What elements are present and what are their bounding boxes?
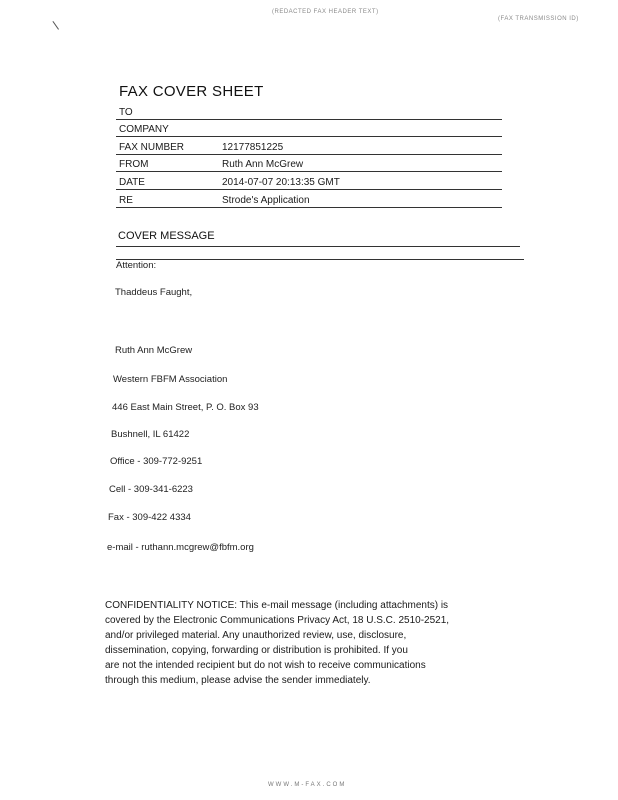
field-label-date: DATE	[119, 177, 145, 188]
field-value-re: Strode's Application	[222, 195, 310, 206]
page-title: FAX COVER SHEET	[119, 83, 264, 100]
cover-message-rule	[116, 259, 524, 260]
field-row-company	[116, 119, 502, 137]
field-label-company: COMPANY	[119, 124, 169, 135]
notice-line: CONFIDENTIALITY NOTICE: This e-mail message (including attachments) is	[105, 600, 449, 611]
message-line: Cell - 309-341-6223	[109, 484, 193, 495]
notice-line: are not the intended recipient but do not wish to receive communications	[105, 660, 426, 671]
cover-message-label: COVER MESSAGE	[118, 230, 215, 242]
message-line: Fax - 309-422 4334	[108, 512, 191, 523]
corner-pen-mark: \	[51, 17, 61, 34]
notice-line: through this medium, please advise the sender immediately.	[105, 675, 371, 686]
field-row-to	[116, 102, 502, 120]
field-row-re	[116, 190, 502, 208]
notice-line: and/or privileged material. Any unauthorized review, use, disclosure,	[105, 630, 407, 641]
cover-message-underline	[116, 246, 520, 247]
field-value-fax-number: 12177851225	[222, 142, 284, 153]
message-line: Ruth Ann McGrew	[115, 345, 193, 356]
footer-url: WWW.M-FAX.COM	[268, 782, 347, 788]
message-line: Western FBFM Association	[113, 374, 228, 385]
field-label-to: TO	[119, 107, 133, 118]
message-line: Office - 309-772-9251	[110, 456, 203, 467]
confidentiality-notice	[105, 598, 449, 688]
message-line: e-mail - ruthann.mcgrew@fbfm.org	[107, 542, 254, 553]
field-value-date: 2014-07-07 20:13:35 GMT	[222, 177, 340, 188]
field-row-from	[116, 154, 502, 172]
field-label-fax-number: FAX NUMBER	[119, 142, 185, 153]
message-line: Bushnell, IL 61422	[111, 429, 190, 440]
fax-header-text: (REDACTED FAX HEADER TEXT)	[272, 9, 379, 15]
message-line: 446 East Main Street, P. O. Box 93	[112, 402, 259, 413]
notice-line: covered by the Electronic Communications Privacy Act, 18 U.S.C. 2510-2521,	[105, 615, 450, 626]
field-row-fax-number	[116, 137, 502, 155]
field-value-from: Ruth Ann McGrew	[222, 159, 304, 170]
field-label-re: RE	[119, 195, 133, 206]
fax-transmission-id: (FAX TRANSMISSION ID)	[498, 16, 579, 22]
field-row-date	[116, 172, 502, 190]
notice-line: dissemination, copying, forwarding or distribution is prohibited. If you	[105, 645, 408, 656]
field-label-from: FROM	[119, 159, 149, 170]
message-line: Attention:	[116, 260, 157, 271]
message-line: Thaddeus Faught,	[115, 287, 193, 298]
